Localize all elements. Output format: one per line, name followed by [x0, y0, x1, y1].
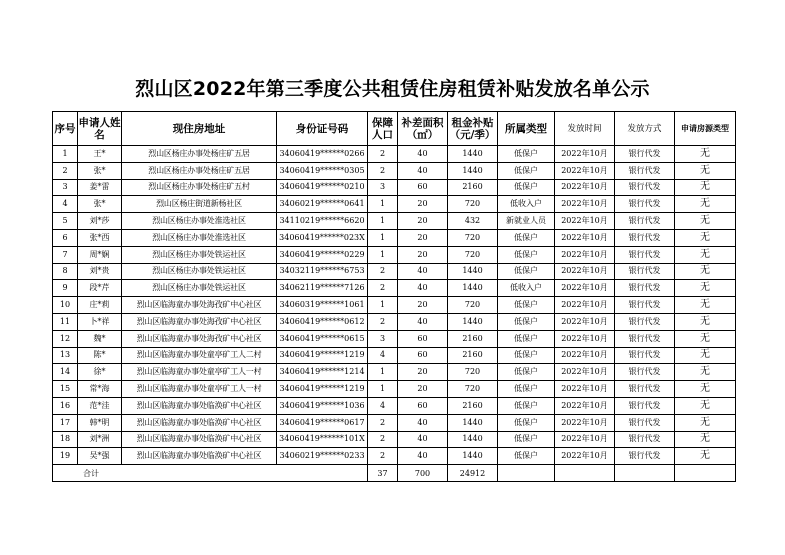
- cell-subsidy: 720: [448, 229, 498, 246]
- cell-seq: 14: [53, 364, 78, 381]
- cell-applicant: 刘*贵: [78, 263, 122, 280]
- cell-issue-method: 银行代发: [615, 313, 675, 330]
- cell-issue-time: 2022年10月: [555, 397, 615, 414]
- cell-category: 低保户: [498, 330, 555, 347]
- cell-source-type: 无: [675, 313, 736, 330]
- cell-address: 烈山区临海童办事处临涣矿中心社区: [122, 431, 277, 448]
- table-row: [53, 229, 736, 246]
- cell-issue-time: 2022年10月: [555, 263, 615, 280]
- cell-issue-method: 银行代发: [615, 229, 675, 246]
- cell-area-diff: 20: [398, 381, 448, 398]
- cell-seq: 7: [53, 246, 78, 263]
- subsidy-table: [52, 111, 736, 482]
- cell-category: 低保户: [498, 263, 555, 280]
- cell-address: 烈山区杨庄办事处铁运社区: [122, 263, 277, 280]
- cell-category: 低保户: [498, 313, 555, 330]
- cell-source-type: 无: [675, 146, 736, 163]
- cell-applicant: 常*海: [78, 381, 122, 398]
- cell-source-type: 无: [675, 297, 736, 314]
- cell-id-number: 34110219******6620: [277, 213, 368, 230]
- cell-subsidy: 720: [448, 381, 498, 398]
- totals-people: 37: [368, 465, 398, 482]
- cell-seq: 11: [53, 313, 78, 330]
- totals-label: 合计: [53, 465, 368, 482]
- cell-address: 烈山区临海童办事处童亭矿工人二村: [122, 347, 277, 364]
- cell-applicant: 陈*: [78, 347, 122, 364]
- table-row: [53, 213, 736, 230]
- cell-area-diff: 60: [398, 330, 448, 347]
- cell-subsidy: 2160: [448, 397, 498, 414]
- cell-source-type: 无: [675, 263, 736, 280]
- cell-source-type: 无: [675, 213, 736, 230]
- cell-area-diff: 40: [398, 146, 448, 163]
- cell-household: 3: [368, 179, 398, 196]
- cell-source-type: 无: [675, 246, 736, 263]
- cell-category: 低保户: [498, 146, 555, 163]
- cell-area-diff: 40: [398, 448, 448, 465]
- header-applicant: 申请人姓名: [78, 112, 122, 146]
- cell-applicant: 姜*雷: [78, 179, 122, 196]
- cell-category: 新就业人员: [498, 213, 555, 230]
- cell-category: 低保户: [498, 431, 555, 448]
- cell-applicant: 周*娴: [78, 246, 122, 263]
- cell-applicant: 张*: [78, 162, 122, 179]
- cell-subsidy: 1440: [448, 263, 498, 280]
- cell-applicant: 吴*强: [78, 448, 122, 465]
- cell-applicant: 范*洼: [78, 397, 122, 414]
- cell-issue-method: 银行代发: [615, 196, 675, 213]
- table-row: [53, 162, 736, 179]
- cell-area-diff: 20: [398, 297, 448, 314]
- cell-area-diff: 20: [398, 246, 448, 263]
- cell-area-diff: 20: [398, 196, 448, 213]
- table-row: [53, 414, 736, 431]
- cell-seq: 1: [53, 146, 78, 163]
- table-row: [53, 263, 736, 280]
- cell-seq: 18: [53, 431, 78, 448]
- table-row: [53, 280, 736, 297]
- cell-household: 2: [368, 448, 398, 465]
- cell-issue-time: 2022年10月: [555, 448, 615, 465]
- cell-address: 烈山区杨庄办事处淮选社区: [122, 229, 277, 246]
- cell-household: 2: [368, 146, 398, 163]
- cell-id-number: 34060419******0210: [277, 179, 368, 196]
- cell-address: 烈山区临海童办事处海孜矿中心社区: [122, 297, 277, 314]
- cell-issue-method: 银行代发: [615, 246, 675, 263]
- cell-area-diff: 20: [398, 229, 448, 246]
- cell-area-diff: 40: [398, 263, 448, 280]
- cell-subsidy: 1440: [448, 162, 498, 179]
- header-seq: 序号: [53, 112, 78, 146]
- cell-issue-time: 2022年10月: [555, 364, 615, 381]
- cell-id-number: 34060419******0617: [277, 414, 368, 431]
- cell-applicant: 徐*: [78, 364, 122, 381]
- cell-category: 低保户: [498, 364, 555, 381]
- cell-seq: 5: [53, 213, 78, 230]
- cell-household: 1: [368, 381, 398, 398]
- table-body: [53, 146, 736, 465]
- cell-category: 低收入户: [498, 280, 555, 297]
- table-row: [53, 179, 736, 196]
- cell-household: 1: [368, 364, 398, 381]
- cell-id-number: 34060319******1061: [277, 297, 368, 314]
- cell-id-number: 34060419******0266: [277, 146, 368, 163]
- header-household: 保障人口: [368, 112, 398, 146]
- cell-issue-method: 银行代发: [615, 431, 675, 448]
- cell-seq: 13: [53, 347, 78, 364]
- table-row: [53, 297, 736, 314]
- cell-subsidy: 1440: [448, 313, 498, 330]
- cell-issue-method: 银行代发: [615, 397, 675, 414]
- cell-household: 2: [368, 313, 398, 330]
- cell-category: 低收入户: [498, 196, 555, 213]
- cell-subsidy: 720: [448, 364, 498, 381]
- cell-issue-time: 2022年10月: [555, 280, 615, 297]
- cell-seq: 19: [53, 448, 78, 465]
- cell-category: 低保户: [498, 448, 555, 465]
- page-title: 烈山区2022年第三季度公共租赁住房租赁补贴发放名单公示: [135, 78, 650, 100]
- cell-subsidy: 1440: [448, 280, 498, 297]
- cell-area-diff: 40: [398, 162, 448, 179]
- cell-id-number: 34060419******0305: [277, 162, 368, 179]
- cell-category: 低保户: [498, 229, 555, 246]
- cell-address: 烈山区杨庄办事处铁运社区: [122, 280, 277, 297]
- cell-address: 烈山区杨庄办事处杨庄矿五村: [122, 179, 277, 196]
- cell-issue-method: 银行代发: [615, 330, 675, 347]
- header-address: 现住房地址: [122, 112, 277, 146]
- cell-subsidy: 2160: [448, 330, 498, 347]
- cell-address: 烈山区杨庄街道新杨社区: [122, 196, 277, 213]
- cell-source-type: 无: [675, 414, 736, 431]
- table-row: [53, 448, 736, 465]
- cell-seq: 9: [53, 280, 78, 297]
- cell-applicant: 王*: [78, 146, 122, 163]
- cell-seq: 12: [53, 330, 78, 347]
- cell-household: 2: [368, 431, 398, 448]
- cell-subsidy: 1440: [448, 146, 498, 163]
- cell-category: 低保户: [498, 162, 555, 179]
- cell-address: 烈山区临海童办事处童亭矿工人一村: [122, 364, 277, 381]
- cell-id-number: 34060419******101X: [277, 431, 368, 448]
- cell-household: 2: [368, 280, 398, 297]
- table-row: [53, 313, 736, 330]
- header-area-diff: 补差面积（㎡）: [398, 112, 448, 146]
- cell-subsidy: 1440: [448, 448, 498, 465]
- cell-household: 1: [368, 229, 398, 246]
- cell-issue-method: 银行代发: [615, 263, 675, 280]
- cell-area-diff: 40: [398, 431, 448, 448]
- cell-issue-time: 2022年10月: [555, 330, 615, 347]
- cell-id-number: 34060419******1219: [277, 381, 368, 398]
- cell-address: 烈山区临海童办事处临涣矿中心社区: [122, 414, 277, 431]
- cell-area-diff: 40: [398, 280, 448, 297]
- totals-empty: [555, 465, 615, 482]
- totals-empty: [615, 465, 675, 482]
- cell-issue-method: 银行代发: [615, 146, 675, 163]
- cell-seq: 2: [53, 162, 78, 179]
- table-row: [53, 146, 736, 163]
- cell-address: 烈山区临海童办事处临涣矿中心社区: [122, 448, 277, 465]
- cell-source-type: 无: [675, 364, 736, 381]
- table-row: [53, 364, 736, 381]
- cell-issue-time: 2022年10月: [555, 229, 615, 246]
- cell-id-number: 34060419******0612: [277, 313, 368, 330]
- cell-household: 2: [368, 414, 398, 431]
- cell-source-type: 无: [675, 431, 736, 448]
- cell-applicant: 张*西: [78, 229, 122, 246]
- cell-seq: 8: [53, 263, 78, 280]
- header-issue-method: 发放方式: [615, 112, 675, 146]
- cell-issue-time: 2022年10月: [555, 246, 615, 263]
- cell-address: 烈山区杨庄办事处铁运社区: [122, 246, 277, 263]
- cell-issue-method: 银行代发: [615, 280, 675, 297]
- totals-area: 700: [398, 465, 448, 482]
- cell-source-type: 无: [675, 381, 736, 398]
- cell-issue-time: 2022年10月: [555, 381, 615, 398]
- cell-id-number: 34060419******0615: [277, 330, 368, 347]
- cell-subsidy: 1440: [448, 414, 498, 431]
- cell-issue-time: 2022年10月: [555, 213, 615, 230]
- cell-category: 低保户: [498, 347, 555, 364]
- cell-issue-time: 2022年10月: [555, 313, 615, 330]
- cell-id-number: 34062119******7126: [277, 280, 368, 297]
- cell-issue-time: 2022年10月: [555, 179, 615, 196]
- table-row: [53, 347, 736, 364]
- cell-subsidy: 1440: [448, 431, 498, 448]
- table-row: [53, 330, 736, 347]
- cell-id-number: 34060419******0229: [277, 246, 368, 263]
- cell-address: 烈山区临海童办事处临涣矿中心社区: [122, 397, 277, 414]
- table-row: [53, 196, 736, 213]
- cell-id-number: 34032119******6753: [277, 263, 368, 280]
- cell-issue-method: 银行代发: [615, 213, 675, 230]
- header-issue-time: 发放时间: [555, 112, 615, 146]
- cell-id-number: 34060419******1036: [277, 397, 368, 414]
- cell-source-type: 无: [675, 347, 736, 364]
- cell-seq: 6: [53, 229, 78, 246]
- cell-subsidy: 2160: [448, 179, 498, 196]
- cell-source-type: 无: [675, 196, 736, 213]
- cell-address: 烈山区临海童办事处海孜矿中心社区: [122, 330, 277, 347]
- cell-category: 低保户: [498, 246, 555, 263]
- cell-household: 1: [368, 196, 398, 213]
- cell-category: 低保户: [498, 297, 555, 314]
- cell-seq: 16: [53, 397, 78, 414]
- header-subsidy: 租金补贴（元/季）: [448, 112, 498, 146]
- cell-subsidy: 720: [448, 196, 498, 213]
- cell-category: 低保户: [498, 381, 555, 398]
- cell-issue-time: 2022年10月: [555, 297, 615, 314]
- cell-household: 4: [368, 347, 398, 364]
- header-source-type: 申请房源类型: [675, 112, 736, 146]
- cell-subsidy: 720: [448, 297, 498, 314]
- cell-issue-time: 2022年10月: [555, 146, 615, 163]
- cell-subsidy: 720: [448, 246, 498, 263]
- cell-applicant: 庄*莉: [78, 297, 122, 314]
- cell-applicant: 段*芹: [78, 280, 122, 297]
- totals-empty: [498, 465, 555, 482]
- cell-issue-time: 2022年10月: [555, 162, 615, 179]
- cell-id-number: 34060419******023X: [277, 229, 368, 246]
- cell-source-type: 无: [675, 448, 736, 465]
- cell-household: 3: [368, 330, 398, 347]
- cell-area-diff: 60: [398, 397, 448, 414]
- cell-area-diff: 20: [398, 213, 448, 230]
- cell-area-diff: 40: [398, 414, 448, 431]
- totals-row: [53, 465, 736, 482]
- cell-household: 1: [368, 213, 398, 230]
- cell-category: 低保户: [498, 414, 555, 431]
- cell-issue-time: 2022年10月: [555, 414, 615, 431]
- table-header-row: [53, 112, 736, 146]
- cell-subsidy: 432: [448, 213, 498, 230]
- cell-category: 低保户: [498, 179, 555, 196]
- cell-subsidy: 2160: [448, 347, 498, 364]
- totals-subsidy: 24912: [448, 465, 498, 482]
- cell-id-number: 34060419******1219: [277, 347, 368, 364]
- cell-household: 2: [368, 263, 398, 280]
- cell-applicant: 韩*明: [78, 414, 122, 431]
- cell-applicant: 刘*莎: [78, 213, 122, 230]
- cell-issue-time: 2022年10月: [555, 196, 615, 213]
- cell-issue-method: 银行代发: [615, 364, 675, 381]
- header-id-number: 身份证号码: [277, 112, 368, 146]
- cell-household: 4: [368, 397, 398, 414]
- cell-id-number: 34060219******0233: [277, 448, 368, 465]
- cell-address: 烈山区杨庄办事处杨庄矿五居: [122, 146, 277, 163]
- cell-household: 2: [368, 162, 398, 179]
- cell-seq: 15: [53, 381, 78, 398]
- cell-category: 低保户: [498, 397, 555, 414]
- cell-seq: 10: [53, 297, 78, 314]
- cell-issue-method: 银行代发: [615, 381, 675, 398]
- cell-applicant: 张*: [78, 196, 122, 213]
- table-row: [53, 381, 736, 398]
- table-row: [53, 397, 736, 414]
- cell-area-diff: 20: [398, 364, 448, 381]
- cell-applicant: 卜*祥: [78, 313, 122, 330]
- cell-seq: 4: [53, 196, 78, 213]
- cell-issue-method: 银行代发: [615, 297, 675, 314]
- cell-issue-method: 银行代发: [615, 448, 675, 465]
- cell-id-number: 34060219******0641: [277, 196, 368, 213]
- cell-applicant: 魏*: [78, 330, 122, 347]
- cell-source-type: 无: [675, 162, 736, 179]
- cell-source-type: 无: [675, 179, 736, 196]
- cell-source-type: 无: [675, 280, 736, 297]
- table-row: [53, 431, 736, 448]
- cell-source-type: 无: [675, 397, 736, 414]
- cell-household: 1: [368, 246, 398, 263]
- cell-issue-method: 银行代发: [615, 414, 675, 431]
- cell-seq: 3: [53, 179, 78, 196]
- cell-source-type: 无: [675, 229, 736, 246]
- cell-address: 烈山区临海童办事处童亭矿工人一村: [122, 381, 277, 398]
- cell-household: 1: [368, 297, 398, 314]
- cell-id-number: 34060419******1214: [277, 364, 368, 381]
- cell-applicant: 刘*洲: [78, 431, 122, 448]
- cell-source-type: 无: [675, 330, 736, 347]
- header-category: 所属类型: [498, 112, 555, 146]
- cell-issue-time: 2022年10月: [555, 431, 615, 448]
- cell-address: 烈山区临海童办事处海孜矿中心社区: [122, 313, 277, 330]
- table-row: [53, 246, 736, 263]
- totals-empty: [675, 465, 736, 482]
- cell-address: 烈山区杨庄办事处杨庄矿五居: [122, 162, 277, 179]
- cell-area-diff: 40: [398, 313, 448, 330]
- cell-issue-method: 银行代发: [615, 162, 675, 179]
- cell-issue-method: 银行代发: [615, 179, 675, 196]
- cell-area-diff: 60: [398, 347, 448, 364]
- cell-area-diff: 60: [398, 179, 448, 196]
- cell-issue-time: 2022年10月: [555, 347, 615, 364]
- cell-address: 烈山区杨庄办事处淮选社区: [122, 213, 277, 230]
- cell-issue-method: 银行代发: [615, 347, 675, 364]
- cell-seq: 17: [53, 414, 78, 431]
